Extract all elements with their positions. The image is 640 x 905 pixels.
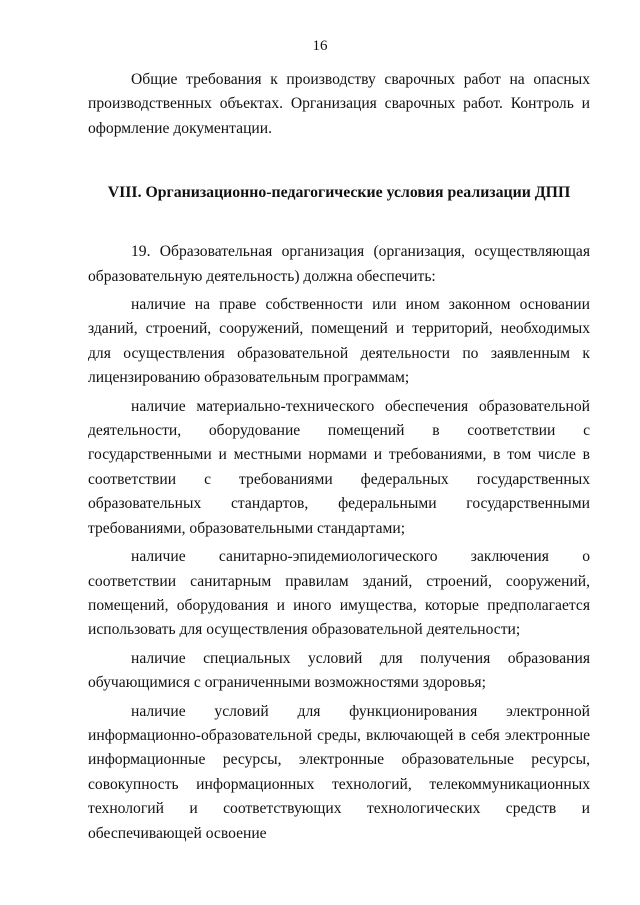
- paragraph-special-conditions: наличие специальных условий для получения образования обучающимися с ограниченными возможностями здоровья;: [88, 649, 590, 692]
- paragraph-sanitary-conclusion: наличие санитарно-эпидемиологического заключения о соответствии санитарным правилам зданий, строений, сооружений, помещений, оборудования и иного имущества, которые предполагается использовать для осуществления образовательной деятельности;: [88, 548, 590, 639]
- paragraph-material-support: наличие материально-технического обеспечения образовательной деятельности, оборудование помещений в соответствии с государственными и местными нормами и требованиями, в том числе в соответствии с требованиями федеральных государственных образовательных стандартов, федеральными государственными требованиями, образовательными стандартами;: [88, 397, 590, 537]
- intro-paragraph: Общие требования к производству сварочных работ на опасных производственных объектах. Организация сварочных работ. Контроль и оформление документации.: [88, 71, 590, 137]
- paragraph-clause-19: 19. Образовательная организация (организация, осуществляющая образовательную деятельность) должна обеспечить:: [88, 243, 590, 285]
- section-heading: VIII. Организационно-педагогические условия реализации ДПП: [107, 184, 571, 202]
- paragraph-premises: наличие на праве собственности или ином законном основании зданий, строений, сооружений, помещений и территорий, необходимых для осуществления образовательной деятельности по заявленным к лицензированию образовательным программам;: [88, 296, 590, 387]
- page-content: [88, 68, 590, 846]
- paragraph-electronic-environment: наличие условий для функционирования электронной информационно-образовательной среды, включающей в себя электронные информационные ресурсы, электронные образовательные ресурсы, совокупность информационных технологий, телекоммуникационных технологий и соответствующих технологических средств и обеспечивающей освоение: [88, 702, 590, 842]
- page-number: 16: [312, 38, 328, 54]
